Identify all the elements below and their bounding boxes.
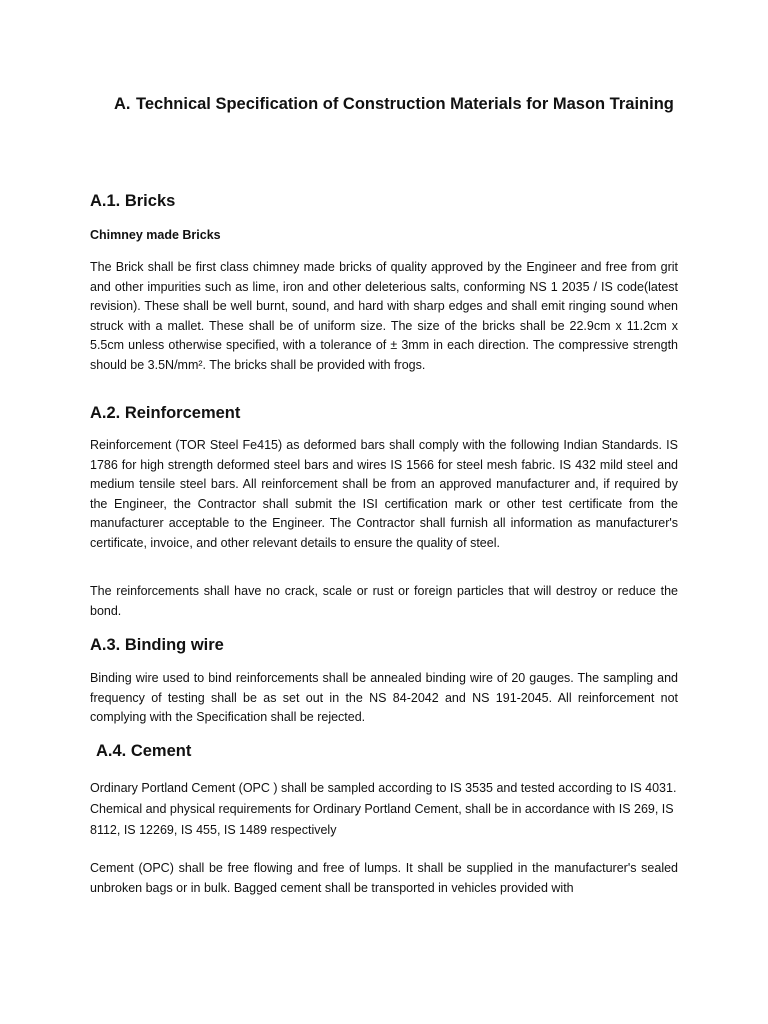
paragraph-reinforcement-2: The reinforcements shall have no crack, scale or rust or foreign particles that will destroy or reduce the bond. (90, 584, 678, 618)
section-heading-binding-wire: A.3. Binding wire (90, 636, 224, 654)
paragraph-cement-2: Cement (OPC) shall be free flowing and free of lumps. It shall be supplied in the manufacturer's sealed unbroken bags or in bulk. Bagged cement shall be transported in vehicles provided with (90, 861, 678, 895)
section-heading-bricks: A.1. Bricks (90, 192, 176, 210)
section-heading-cement: A.4. Cement (96, 742, 192, 760)
title-letter: A. (114, 95, 131, 113)
subheading-chimney-bricks: Chimney made Bricks (90, 228, 221, 242)
title-text: Technical Specification of Construction Materials for Mason Training (136, 95, 674, 113)
paragraph-binding-wire: Binding wire used to bind reinforcements shall be annealed binding wire of 20 gauges. The sampling and frequency of testing shall be as set out in the NS 84-2042 and NS 191-2045. All reinforcement not complying with the Specification shall be rejected. (90, 671, 678, 725)
paragraph-reinforcement-1: Reinforcement (TOR Steel Fe415) as deformed bars shall comply with the following Indian Standards. IS 1786 for high strength deformed steel bars and wires IS 1566 for steel mesh fabric. IS 432 mild steel and medium tensile steel bars. All reinforcement shall be from an approved manufacturer and, if required by the Engineer, the Contractor shall submit the ISI certification mark or other test certificate from the manufacturer acceptable to the Engineer. The Contractor shall furnish all information as manufacturer's certificate, invoice, and other relevant details to ensure the quality of steel. (90, 438, 678, 550)
paragraph-bricks: The Brick shall be first class chimney made bricks of quality approved by the Engineer and free from grit and other impurities such as lime, iron and other deleterious salts, conforming NS 1 2035 / IS code(latest revision). These shall be well burnt, sound, and hard with sharp edges and shall emit ringing sound when struck with a mallet. These shall be of uniform size. The size of the bricks shall be 22.9cm x 11.2cm x 5.5cm unless otherwise specified, with a tolerance of ± 3mm in each direction. The compressive strength should be 3.5N/mm². The bricks shall be provided with frogs. (90, 260, 678, 372)
document-title (114, 92, 674, 116)
section-heading-reinforcement: A.2. Reinforcement (90, 404, 241, 422)
paragraph-cement-1: Ordinary Portland Cement (OPC ) shall be sampled according to IS 3535 and tested according to IS 4031. Chemical and physical requirements for Ordinary Portland Cement, shall be in accordance with IS 269, IS 8112, IS 12269, IS 455, IS 1489 respectively (90, 781, 677, 837)
